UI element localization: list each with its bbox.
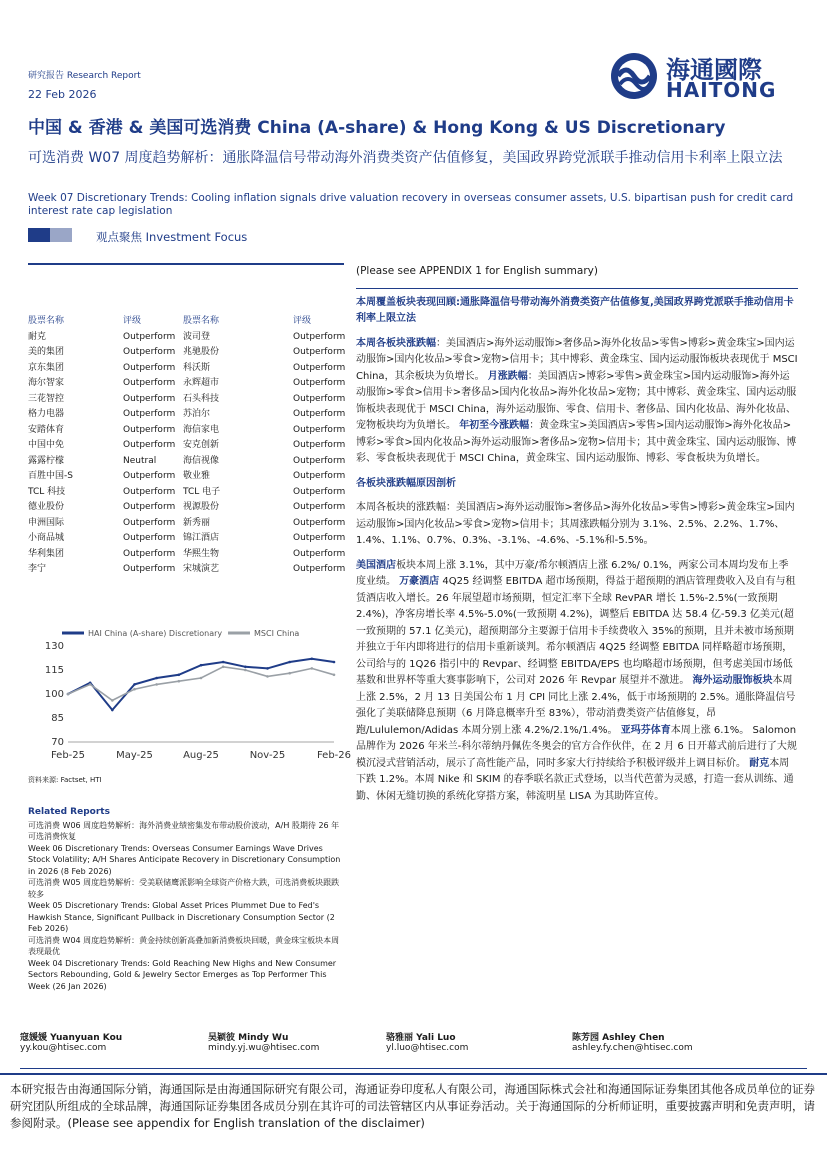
analyst-item: [208, 1030, 319, 1053]
x-tick-label: Feb-25: [50, 750, 86, 761]
rating-cell: Outperform: [293, 362, 346, 373]
rating-cell: Outperform: [123, 533, 176, 543]
data-point: [133, 688, 136, 691]
legend-label: MSCI China: [254, 629, 300, 638]
stock-name-cell: 永辉超市: [183, 378, 220, 388]
lead-paragraph: 本周覆盖板块表现回顾:通胀降温信号带动海外消费类资产估值修复,美国政界跨党派联手推动信用卡利率上限立法: [356, 296, 794, 324]
marriott-text: 4Q25 经调整 EBITDA 超市场预期，得益于超预期的酒店管理费收入及自有与租赁酒店收入增长。26 年展望超市场预期，恒定汇率下全球 RevPAR 增长 1.5%-2.5%(一致预期 2.4%)，净客房增长率 4.5%-5.0%(一致预期 4.2%)，调整后 EBITDA 达 58.4 亿-59.3 亿美元(超一致预期的 57.1 亿美元)，超预期部分主要源于信用卡手续费收入 35%的预期，且并未被市场预期并独立于年内即将进行的信用卡重新谈判。希尔顿酒店 4Q25 经调整 EBITDA 同样略超市场预期，公司给与的 1Q26 指引中的 Revpar、经调整 EBITDA/EPS 也均略超市场预期，但考虑美国市场低基数和世界杯等重大赛事影响下，公司对 2026 年 Revpar 展望并不激进。: [356, 576, 796, 686]
rating-cell: Outperform: [293, 440, 346, 450]
rating-cell: Outperform: [293, 455, 346, 466]
stock-name-cell: 京东集团: [28, 362, 65, 373]
y-tick-label: 100: [44, 689, 64, 700]
stock-name-cell: 中国中免: [28, 440, 65, 450]
table-row: [28, 469, 344, 485]
data-point: [244, 666, 247, 669]
table-header: [28, 314, 344, 330]
stock-name-cell: 露露柠檬: [28, 455, 65, 466]
stock-name-cell: 海信家电: [183, 424, 220, 435]
table-row: [28, 361, 344, 377]
x-tick-label: May-25: [116, 750, 153, 761]
rating-cell: Outperform: [123, 502, 176, 512]
weekly-performance: [356, 336, 798, 468]
focus-label: 观点聚焦 Investment Focus: [96, 230, 248, 244]
y-tick-label: 130: [44, 641, 64, 652]
stock-name-cell: 格力电器: [28, 409, 65, 419]
haitong-logo: [608, 50, 777, 102]
rating-cell: Outperform: [123, 378, 176, 388]
related-report-item[interactable]: 可选消费 W05 周度趋势解析：受美联储鹰派影响全球资产价格大跌，可选消费板块跟跌较多: [28, 878, 340, 899]
rating-cell: Neutral: [123, 455, 157, 466]
data-point: [266, 675, 269, 678]
appendix-note: (Please see APPENDIX 1 for English summary): [356, 265, 598, 277]
performance-chart: [28, 624, 352, 774]
stock-name-cell: 三花智控: [28, 393, 65, 404]
rating-cell: Outperform: [293, 548, 346, 559]
report-title-en: Week 07 Discretionary Trends: Cooling inflation signals drive valuation recovery in overseas consumer assets, U.S. bipartisan push for credit card interest rate cap legislation: [28, 192, 794, 217]
stock-name-cell: 苏泊尔: [183, 409, 211, 419]
table-body: [28, 330, 344, 578]
data-point: [333, 674, 336, 677]
analyst-name: 陈芳园 Ashley Chen: [572, 1033, 665, 1043]
stock-name-cell: 兆驰股份: [183, 347, 220, 357]
header-rating: 评级: [123, 316, 142, 326]
analyst-name: 骆雅丽 Yali Luo: [386, 1033, 456, 1043]
data-point: [89, 683, 92, 686]
marriott-label: 万豪酒店: [399, 576, 440, 587]
rating-cell: Outperform: [293, 393, 346, 404]
stock-name-cell: 安克创新: [183, 440, 220, 450]
analyst-name: 寇媛媛 Yuanyuan Kou: [20, 1033, 123, 1043]
rating-cell: Outperform: [293, 486, 346, 497]
rating-cell: Outperform: [293, 471, 346, 481]
rating-cell: Outperform: [293, 517, 346, 528]
sports-text: 本周上涨 2.5%，2 月 13 日美国公布 1 月 CPI 同比上涨 2.4%，低于市场预期的 2.5%。通胀降温信号强化了美联储降息预期（6 月降息概率升至 83%），带动消费类资产估值修复，昂跑/Lululemon/Adidas 本周分别上涨 4.2%/2.1%/1.4%。: [356, 675, 796, 736]
data-point: [155, 677, 158, 680]
table-row: [28, 407, 344, 423]
nike-label: 耐克: [749, 757, 770, 769]
data-point: [67, 693, 70, 696]
y-tick-label: 85: [51, 713, 64, 724]
right-divider: [356, 288, 798, 289]
nike-text: 本周下跌 1.2%。本周 Nike 和 SKIM 的春季联名款正式登场，以当代芭蕾为灵感，打造一套从训练、通勤、休闲无缝切换的系统化穿搭方案，韩流明星 LISA 为其助阵宣传。: [356, 757, 794, 802]
rating-cell: Outperform: [293, 378, 346, 388]
rating-cell: Outperform: [123, 331, 176, 342]
stock-name-cell: 新秀丽: [183, 517, 211, 528]
data-point: [200, 664, 203, 667]
analyst-item: [572, 1030, 693, 1053]
stock-name-cell: 李宁: [28, 564, 47, 574]
rating-cell: Outperform: [123, 424, 176, 435]
data-point: [244, 669, 247, 672]
rating-cell: Outperform: [123, 564, 176, 574]
data-point: [200, 677, 203, 680]
analyst-email[interactable]: yy.kou@htisec.com: [20, 1043, 107, 1053]
data-point: [222, 661, 225, 664]
analyst-name: 吴颖彼 Mindy Wu: [208, 1033, 289, 1043]
related-report-item[interactable]: Week 04 Discretionary Trends: Gold Reaching New Highs and New Consumer Sectors Rebounding, Gold & Jewelry Sector Emerges as Top Performer This Week (26 Jan 2026): [28, 958, 337, 991]
legend-label: HAI China (A-share) Discretionary: [88, 629, 223, 638]
data-point: [288, 661, 291, 664]
related-reports: [28, 807, 344, 992]
report-title-cn: 可选消费 W07 周度趋势解析：通胀降温信号带动海外消费类资产估值修复，美国政界跨党派联手推动信用卡利率上限立法: [28, 150, 783, 166]
analyst-email[interactable]: ashley.fy.chen@htisec.com: [572, 1043, 693, 1053]
logo-en: HAITONG: [666, 78, 777, 102]
related-report-item[interactable]: Week 06 Discretionary Trends: Overseas Consumer Earnings Wave Drives Stock Volatility; A/H Shares Anticipate Recovery in Discretionary Consumption in 2026 (8 Feb 2026): [28, 843, 341, 876]
table-row: [28, 500, 344, 516]
header-stock-name: 股票名称: [183, 316, 220, 326]
sector-analysis: [356, 558, 798, 806]
sports-label: 海外运动服饰板块: [692, 675, 773, 686]
rating-cell: Outperform: [123, 440, 176, 450]
table-row: [28, 485, 344, 501]
stock-name-cell: 锦江酒店: [183, 533, 220, 543]
table-row: [28, 392, 344, 408]
report-type: 研究报告 Research Report: [28, 71, 141, 81]
data-point: [155, 683, 158, 686]
left-divider: [28, 263, 344, 265]
table-row: [28, 376, 344, 392]
ytd-text: ：黄金珠宝>美国酒店>零售>国内运动服饰>海外化妆品>博彩>零食>国内化妆品>海外运动服饰>奢侈品>宠物>信用卡；其中黄金珠宝、国内运动服饰、博彩、零食板块表现优于 MSCI China，黄金珠宝、国内运动服饰、博彩、零食板块为负增长。: [356, 420, 797, 464]
related-list: [28, 820, 344, 993]
stock-name-cell: 华熙生物: [183, 548, 220, 559]
x-tick-label: Nov-25: [249, 750, 286, 761]
footer-divider: [20, 1068, 807, 1069]
stock-rating-table: [28, 314, 344, 578]
data-point: [133, 683, 136, 686]
amer-label: 亚玛芬体育: [620, 724, 671, 736]
y-tick-label: 70: [51, 737, 64, 748]
rating-cell: Outperform: [293, 331, 346, 342]
rating-cell: Outperform: [293, 564, 346, 574]
stock-name-cell: 石头科技: [183, 393, 220, 404]
table-row: [28, 330, 344, 346]
data-point: [178, 680, 181, 683]
rating-cell: Outperform: [123, 362, 176, 373]
right-column: [356, 263, 798, 813]
reason-text: 本周各板块的涨跌幅：美国酒店>海外运动服饰>奢侈品>海外化妆品>零售>博彩>黄金珠宝>国内运动服饰>国内化妆品>零食>宠物>信用卡；其周涨跌幅分别为 3.1%、2.5%、2.2%、1.7%、1.4%、1.1%、0.7%、0.3%、-3.1%、-4.6%、-5.1%和-5.5%。: [356, 502, 795, 546]
stock-name-cell: 小商品城: [28, 533, 65, 543]
table-row: [28, 547, 344, 563]
table-row: [28, 562, 344, 578]
stock-name-cell: 敬业雅: [183, 471, 211, 481]
stock-name-cell: 华利集团: [28, 548, 65, 559]
disclaimer: 本研究报告由海通国际分销，海通国际是由海通国际研究有限公司，海通证券印度私人有限公司，海通国际株式会社和海通国际证券集团其他各成员单位的证券研究团队所组成的全球品牌，海通国际证券集团各成员分别在其许可的司法管辖区内从事证券活动。关于海通国际的分析师证明，重要披露声明和免责声明，请参阅附录。(Please see appendix for English translation of the disclaimer): [0, 1073, 827, 1168]
stock-name-cell: 申洲国际: [28, 517, 65, 528]
related-heading: Related Reports: [28, 807, 110, 817]
header-stock-name: 股票名称: [28, 316, 65, 326]
header-rating: 评级: [293, 316, 312, 326]
data-point: [178, 674, 181, 677]
table-row: [28, 423, 344, 439]
sector-title: 中国 & 香港 & 美国可选消费 China (A-share) & Hong Kong & US Discretionary: [28, 118, 726, 138]
table-row: [28, 438, 344, 454]
rating-cell: Outperform: [123, 486, 176, 497]
stock-name-cell: TCL 科技: [28, 486, 66, 497]
stock-name-cell: 耐克: [28, 331, 47, 342]
stock-name-cell: 宋城演艺: [183, 564, 220, 574]
related-report-item[interactable]: 可选消费 W04 周度趋势解析：黄金持续创新高叠加新消费板块回暖，黄金珠宝板块本周表现最优: [28, 935, 340, 956]
analyst-item: [386, 1030, 468, 1053]
logo-cn: 海通國際: [666, 56, 762, 84]
weekly-label: 本周各板块涨跌幅: [356, 337, 436, 349]
rating-cell: Outperform: [293, 347, 346, 357]
related-report-item[interactable]: Week 05 Discretionary Trends: Global Asset Prices Plummet Due to Fed's Hawkish Stance, Significant Pullback in Discretionary Consumption Sector (2 Feb 2026): [28, 901, 335, 933]
x-tick-label: Feb-26: [316, 750, 352, 761]
hotel-text: 板块本周上涨 3.1%，其中万豪/希尔顿酒店上涨 6.2%/ 0.1%，两家公司本周均发布上季度业绩。: [356, 559, 789, 587]
rating-cell: Outperform: [293, 424, 346, 435]
stock-name-cell: 百胜中国-S: [28, 471, 73, 481]
rating-cell: Outperform: [123, 347, 176, 357]
chart-source: 资料来源: Factset, HTI: [28, 776, 102, 784]
stock-name-cell: 波司登: [183, 331, 211, 342]
rating-cell: Outperform: [123, 548, 176, 559]
x-tick-label: Aug-25: [183, 750, 219, 761]
data-point: [333, 661, 336, 664]
data-point: [311, 658, 314, 661]
rating-cell: Outperform: [123, 409, 176, 419]
stock-name-cell: 安踏体育: [28, 424, 65, 435]
data-point: [222, 666, 225, 669]
table-row: [28, 531, 344, 547]
reason-heading: 各板块涨跌幅原因剖析: [356, 477, 456, 489]
amer-text: 本周上涨 6.1%。 Salomon 品牌作为 2026 年米兰-科尔蒂纳丹佩佐冬奥会的官方合作伙伴，在 2 月 6 日开幕式前后进行了大规模沉浸式营销活动，展示了高性能产品，同时多家大行持续给予积极评级并上调目标价。: [356, 724, 797, 769]
stock-name-cell: 科沃斯: [183, 362, 211, 373]
hotel-label: 美国酒店: [356, 559, 396, 571]
monthly-text: ：美国酒店>博彩>零售>黄金珠宝>国内运动服饰>海外运动服饰>零食>信用卡>奢侈品>国内化妆品>海外化妆品>宠物；其中博彩、黄金珠宝、国内运动服饰板块表现优于 MSCI China，海外运动服饰、零食、信用卡、奢侈品、国内化妆品、海外化妆品、宠物板块均为负增长。: [356, 370, 797, 431]
analyst-list: [20, 1030, 807, 1062]
related-report-item[interactable]: 可选消费 W06 周度趋势解析：海外消费业绩密集发布带动股价波动，A/H 股期待 26 年可选消费恢复: [28, 820, 340, 841]
data-point: [111, 709, 114, 712]
series-line-msci-china: [68, 667, 334, 701]
data-point: [288, 672, 291, 675]
analyst-email[interactable]: yl.luo@htisec.com: [386, 1043, 469, 1053]
data-point: [111, 699, 114, 702]
rating-cell: Outperform: [123, 471, 176, 481]
stock-name-cell: 美的集团: [28, 347, 65, 357]
table-row: [28, 454, 344, 470]
table-row: [28, 516, 344, 532]
stock-name-cell: 德业股份: [28, 502, 65, 512]
analyst-item: [20, 1030, 122, 1053]
stock-name-cell: 视源股份: [183, 502, 220, 512]
data-point: [266, 667, 269, 670]
report-date: 22 Feb 2026: [28, 88, 97, 101]
rating-cell: Outperform: [123, 393, 176, 404]
rating-cell: Outperform: [293, 409, 346, 419]
rating-cell: Outperform: [123, 517, 176, 528]
rating-cell: Outperform: [293, 502, 346, 512]
chart-svg: [28, 624, 352, 774]
stock-name-cell: 海尔智家: [28, 378, 65, 388]
monthly-label: 月涨跌幅: [487, 370, 528, 382]
y-tick-label: 115: [44, 665, 64, 676]
analyst-email[interactable]: mindy.yj.wu@htisec.com: [208, 1043, 320, 1053]
focus-bar: [28, 228, 72, 242]
data-point: [311, 667, 314, 670]
stock-name-cell: TCL 电子: [183, 486, 221, 497]
weekly-text: ：美国酒店>海外运动服饰>奢侈品>海外化妆品>零售>博彩>黄金珠宝>国内运动服饰>国内化妆品>零食>宠物>信用卡；其中博彩、黄金珠宝、国内运动服饰板块表现优于 MSCI China，其余板块为负增长。: [356, 337, 798, 382]
table-row: [28, 345, 344, 361]
rating-cell: Outperform: [293, 533, 346, 543]
ytd-label: 年初至今涨跌幅: [459, 420, 530, 431]
stock-name-cell: 海信视像: [183, 455, 220, 466]
